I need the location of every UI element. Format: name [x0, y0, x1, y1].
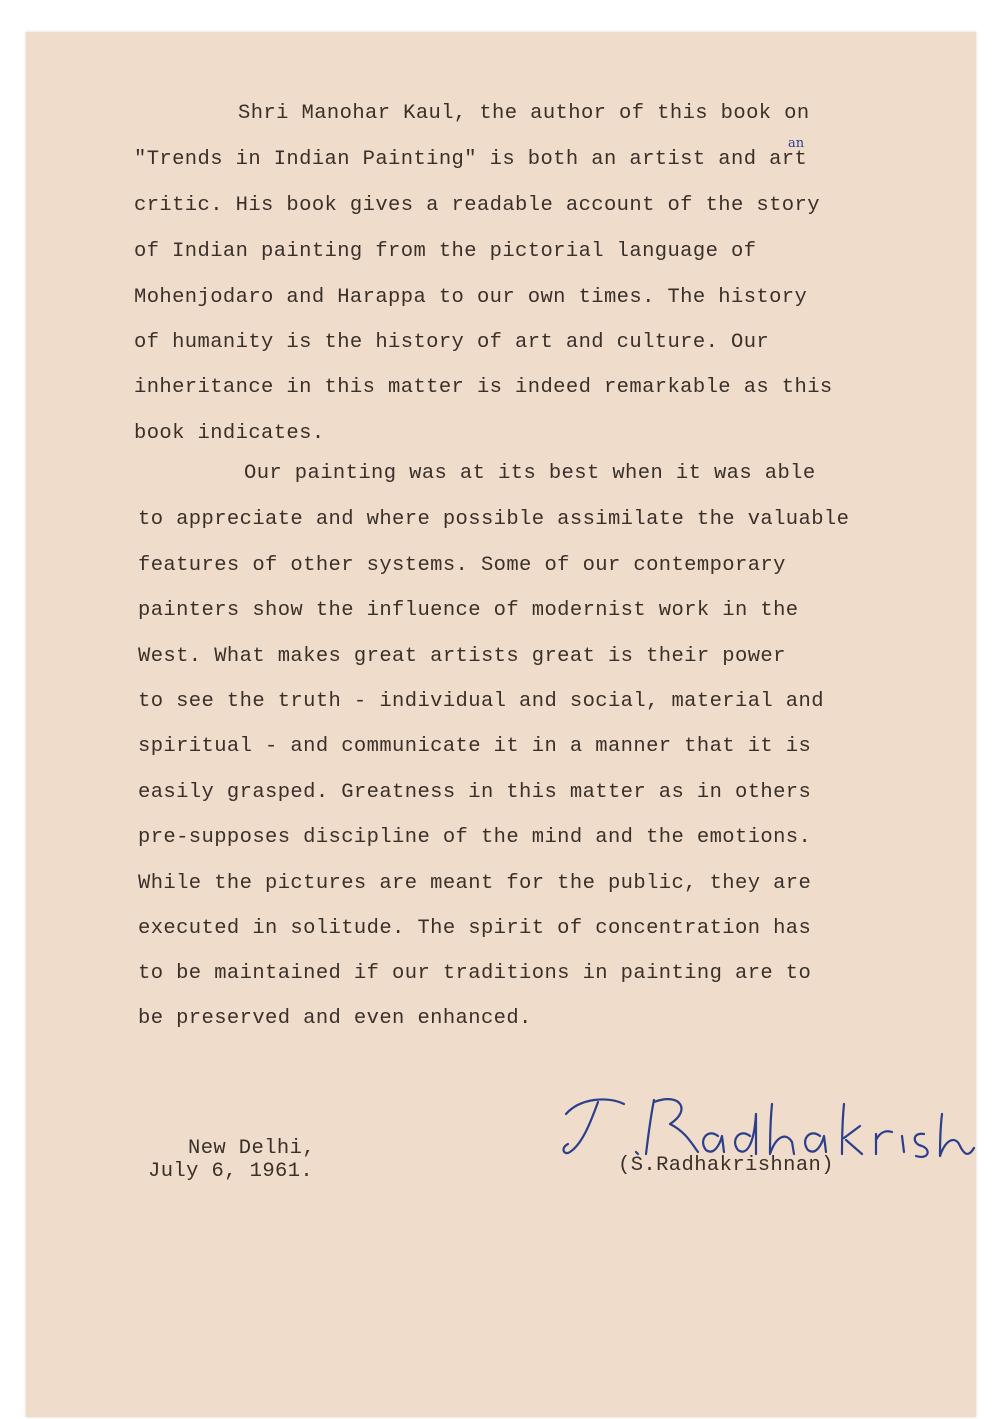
paragraph-2-line: spiritual - and communicate it in a manner that it is	[138, 735, 812, 758]
paragraph-2-line: be preserved and even enhanced.	[138, 1007, 532, 1030]
paragraph-2-line: pre-supposes discipline of the mind and the emotions.	[138, 826, 812, 849]
place-line: New Delhi,	[188, 1137, 316, 1160]
paragraph-1-line: Mohenjodaro and Harappa to our own times. The history	[134, 286, 808, 309]
paragraph-1-line: inheritance in this matter is indeed remarkable as this	[134, 376, 833, 399]
signatory-name: (S.Radhakrishnan)	[618, 1154, 834, 1177]
paragraph-1-line: Shri Manohar Kaul, the author of this book on	[238, 102, 810, 125]
paragraph-1-line: of humanity is the history of art and culture. Our	[134, 331, 770, 354]
paragraph-1-line: of Indian painting from the pictorial language of	[134, 240, 757, 263]
paragraph-2-line: Our painting was at its best when it was able	[244, 462, 816, 485]
paragraph-1-line: book indicates.	[134, 422, 325, 445]
handwritten-insertion: an	[788, 136, 805, 151]
paragraph-2-line: to be maintained if our traditions in painting are to	[138, 962, 812, 985]
paragraph-2-line: easily grasped. Greatness in this matter as in others	[138, 781, 812, 804]
paragraph-2-line: features of other systems. Some of our contemporary	[138, 554, 786, 577]
paragraph-1-line: "Trends in Indian Painting" is both an artist and art	[134, 148, 808, 171]
paragraph-1-line: critic. His book gives a readable account of the story	[134, 194, 820, 217]
paragraph-2-line: While the pictures are meant for the public, they are	[138, 872, 812, 895]
paragraph-2-line: West. What makes great artists great is their power	[138, 645, 786, 668]
letter-page	[26, 32, 976, 1417]
date-line: July 6, 1961.	[148, 1160, 314, 1183]
paragraph-2-line: to see the truth - individual and social, material and	[138, 690, 824, 713]
paragraph-2-line: painters show the influence of modernist work in the	[138, 599, 799, 622]
paragraph-2-line: executed in solitude. The spirit of concentration has	[138, 917, 812, 940]
paragraph-2-line: to appreciate and where possible assimilate the valuable	[138, 508, 850, 531]
